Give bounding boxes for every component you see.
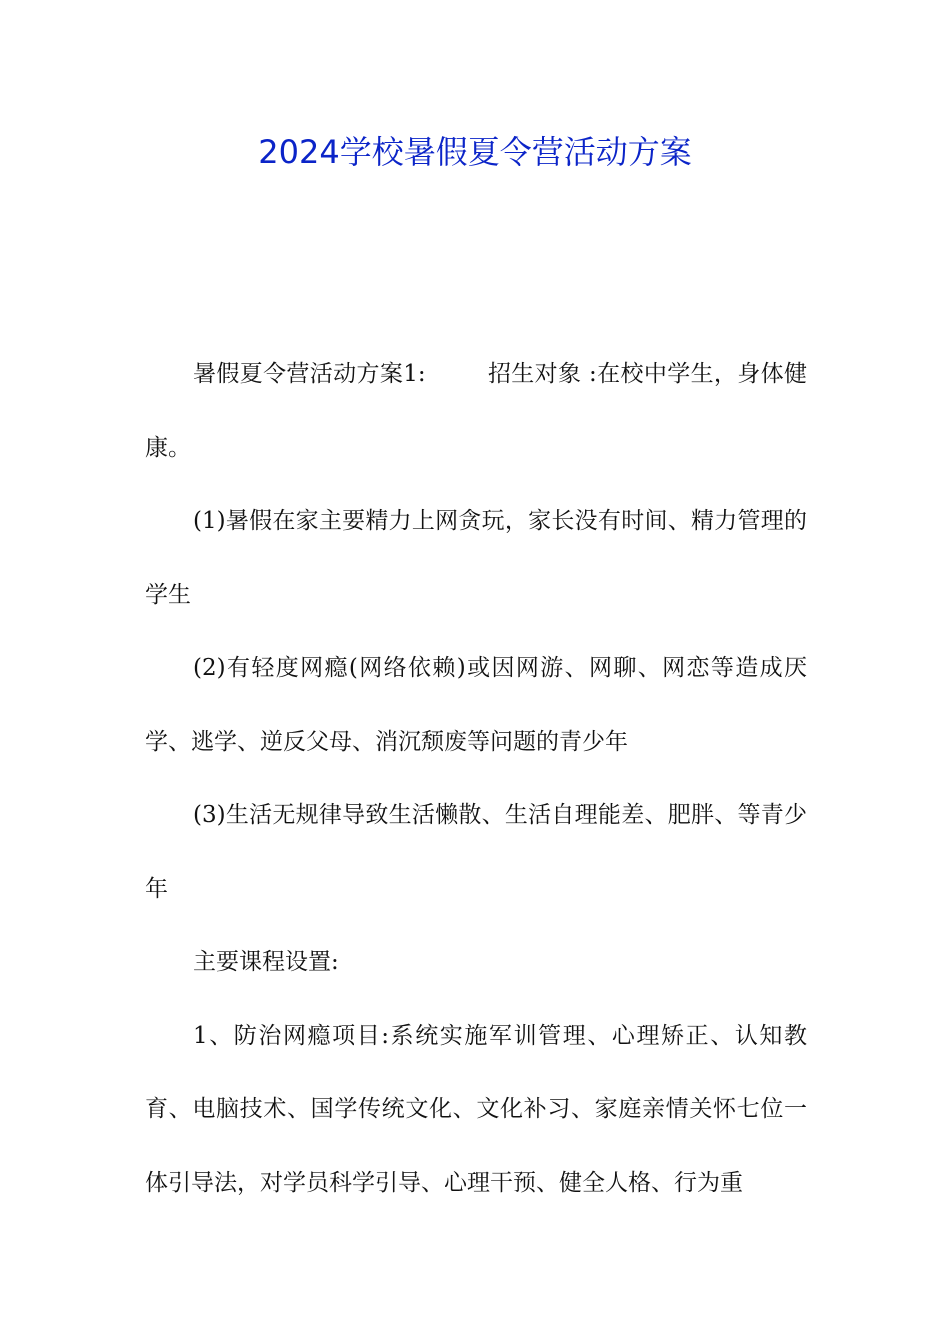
intro-paragraph <box>145 338 807 485</box>
course-item-1: 1、防治网瘾项目:系统实施军训管理、心理矫正、认知教育、电脑技术、国学传统文化、文化补习、家庭亲情关怀七位一体引导法，对学员科学引导、心理干预、健全人格、行为重 <box>145 1022 807 1196</box>
intro-label: 暑假夏令营活动方案1: <box>193 361 426 387</box>
document-title: 2024学校暑假夏令营活动方案 <box>258 133 692 171</box>
intro-text: 招生对象 :在校中学生，身体健康。 <box>145 361 807 461</box>
section-heading-courses: 主要课程设置: <box>193 949 339 975</box>
document-body <box>145 338 807 1220</box>
paragraph-item-2: (2)有轻度网瘾(网络依赖)或因网游、网聊、网恋等造成厌学、逃学、逆反父母、消沉颓废等问题的青少年 <box>145 655 807 755</box>
paragraph-item-1: (1)暑假在家主要精力上网贪玩，家长没有时间、精力管理的学生 <box>145 508 807 608</box>
paragraph-item-3: (3)生活无规律导致生活懒散、生活自理能差、肥胖、等青少年 <box>145 802 807 902</box>
